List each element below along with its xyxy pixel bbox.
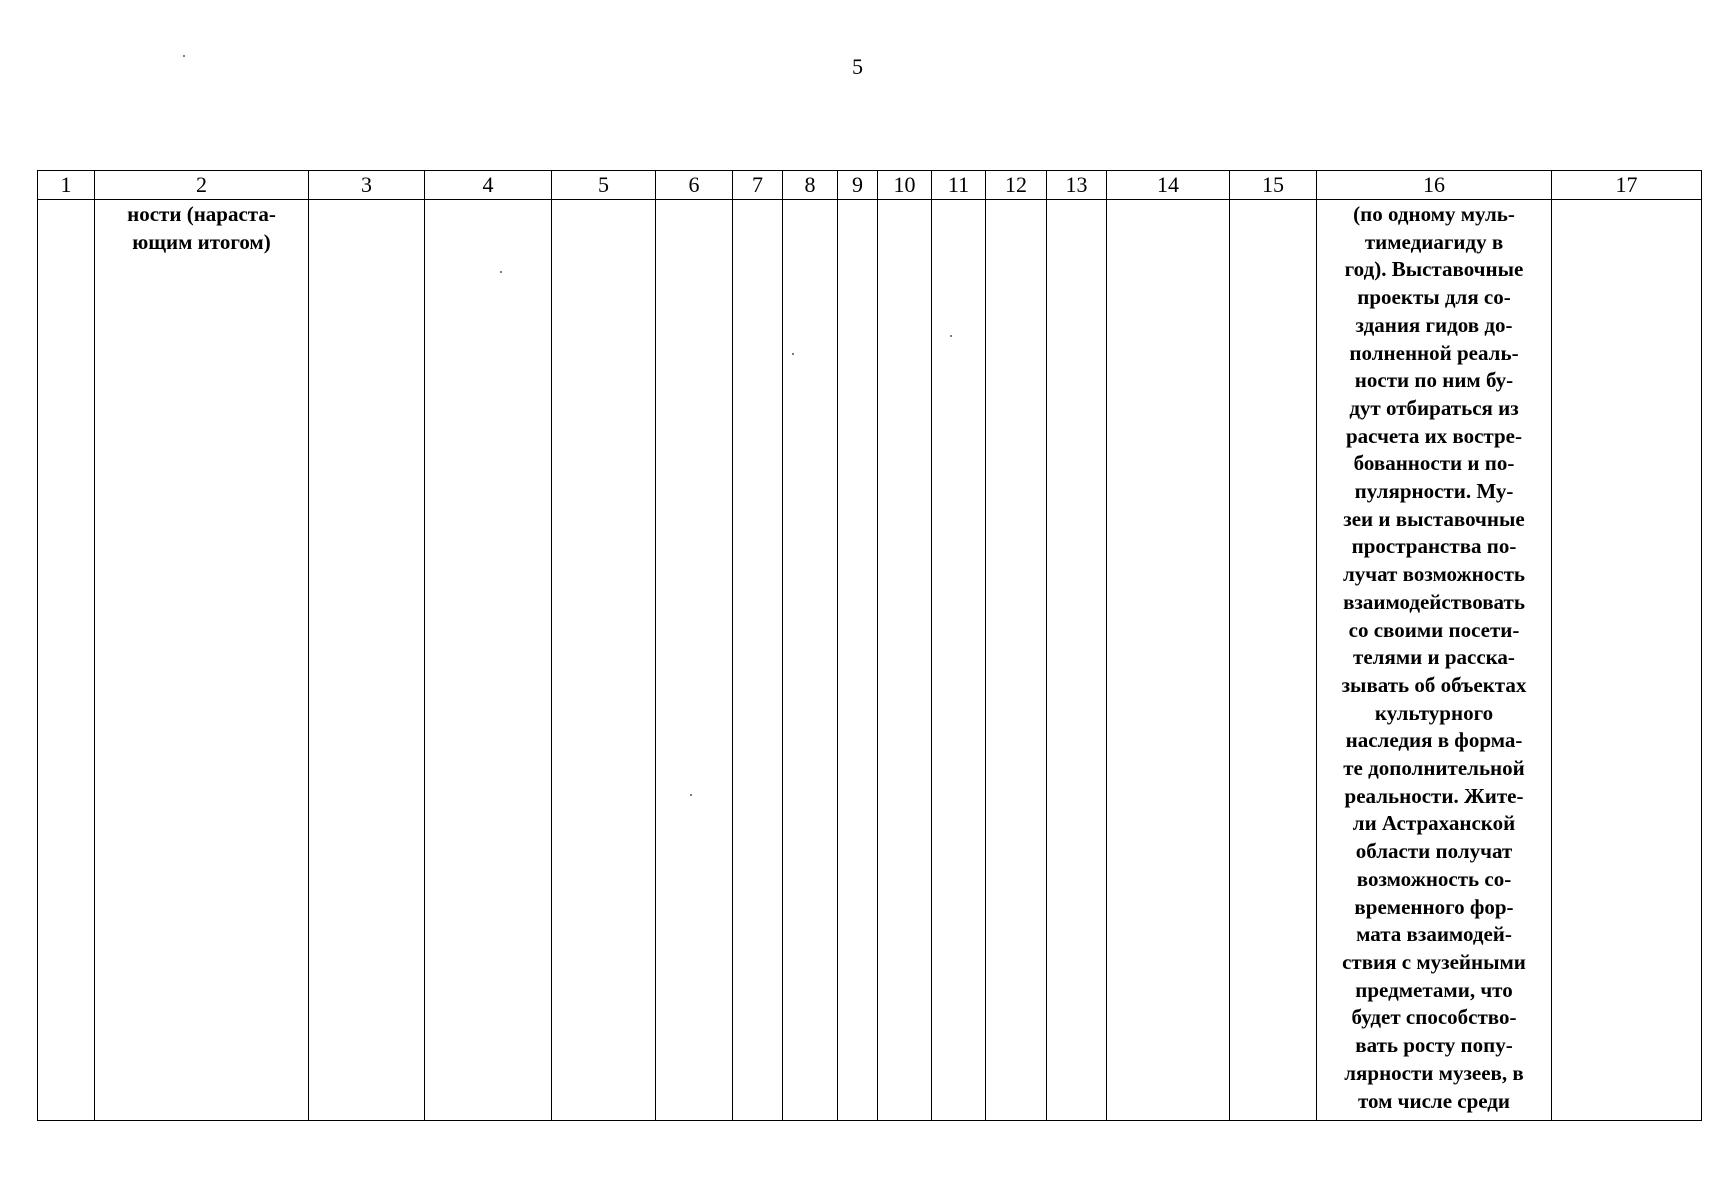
table-cell-9 (838, 200, 878, 1121)
column-header-13: 13 (1047, 171, 1107, 200)
column-header-17: 17 (1552, 171, 1702, 200)
table-cell-16 (1317, 200, 1552, 1121)
table-cell-3 (309, 200, 425, 1121)
table-cell-17 (1552, 200, 1702, 1121)
column-header-4: 4 (425, 171, 552, 200)
table-cell-14 (1107, 200, 1230, 1121)
cell-text-16: (по одному муль- тимедиагиду в год). Выставочные проекты для со- здания гидов до- полненной реаль- ности по ним бу- дут отбираться из расчета их востре- бованности и по- пулярности. Му- зеи и выставочные пространства по- лучат возможность взаимодействовать со своими посети- телями и расска- зывать об объектах культурного наследия в форма- те дополнительной реальности. Жите- ли Астраханской области получат возможность со- временного фор- мата взаимодей- ствия с музейными предметами, что будет способство- вать росту попу- лярности музеев, в том числе среди (1341, 202, 1527, 1113)
column-header-3: 3 (309, 171, 425, 200)
column-header-10: 10 (878, 171, 932, 200)
column-header-6: 6 (656, 171, 733, 200)
column-header-8: 8 (783, 171, 838, 200)
column-header-15: 15 (1230, 171, 1317, 200)
data-table (37, 170, 1702, 1121)
scan-speck (183, 55, 185, 57)
scan-speck (950, 335, 952, 337)
table-cell-10 (878, 200, 932, 1121)
table-header-row (38, 171, 1702, 200)
column-header-11: 11 (932, 171, 986, 200)
column-header-16: 16 (1317, 171, 1552, 200)
table-cell-8 (783, 200, 838, 1121)
table-cell-11 (932, 200, 986, 1121)
scan-speck (500, 271, 502, 273)
column-header-9: 9 (838, 171, 878, 200)
column-header-7: 7 (733, 171, 783, 200)
column-header-5: 5 (552, 171, 656, 200)
table-cell-5 (552, 200, 656, 1121)
column-header-12: 12 (986, 171, 1047, 200)
table-cell-15 (1230, 200, 1317, 1121)
table-cell-13 (1047, 200, 1107, 1121)
table-cell-4 (425, 200, 552, 1121)
table-cell-6 (656, 200, 733, 1121)
column-header-2: 2 (95, 171, 309, 200)
table-cell-2 (95, 200, 309, 1121)
table-cell-12 (986, 200, 1047, 1121)
column-header-14: 14 (1107, 171, 1230, 200)
scan-speck (690, 794, 692, 796)
cell-text-2: ности (нараста- ющим итогом) (127, 202, 276, 254)
page-number: 5 (852, 54, 863, 79)
scan-speck (792, 353, 794, 355)
table-row (38, 200, 1702, 1121)
column-header-1: 1 (38, 171, 95, 200)
table-cell-7 (733, 200, 783, 1121)
table-cell-1 (38, 200, 95, 1121)
